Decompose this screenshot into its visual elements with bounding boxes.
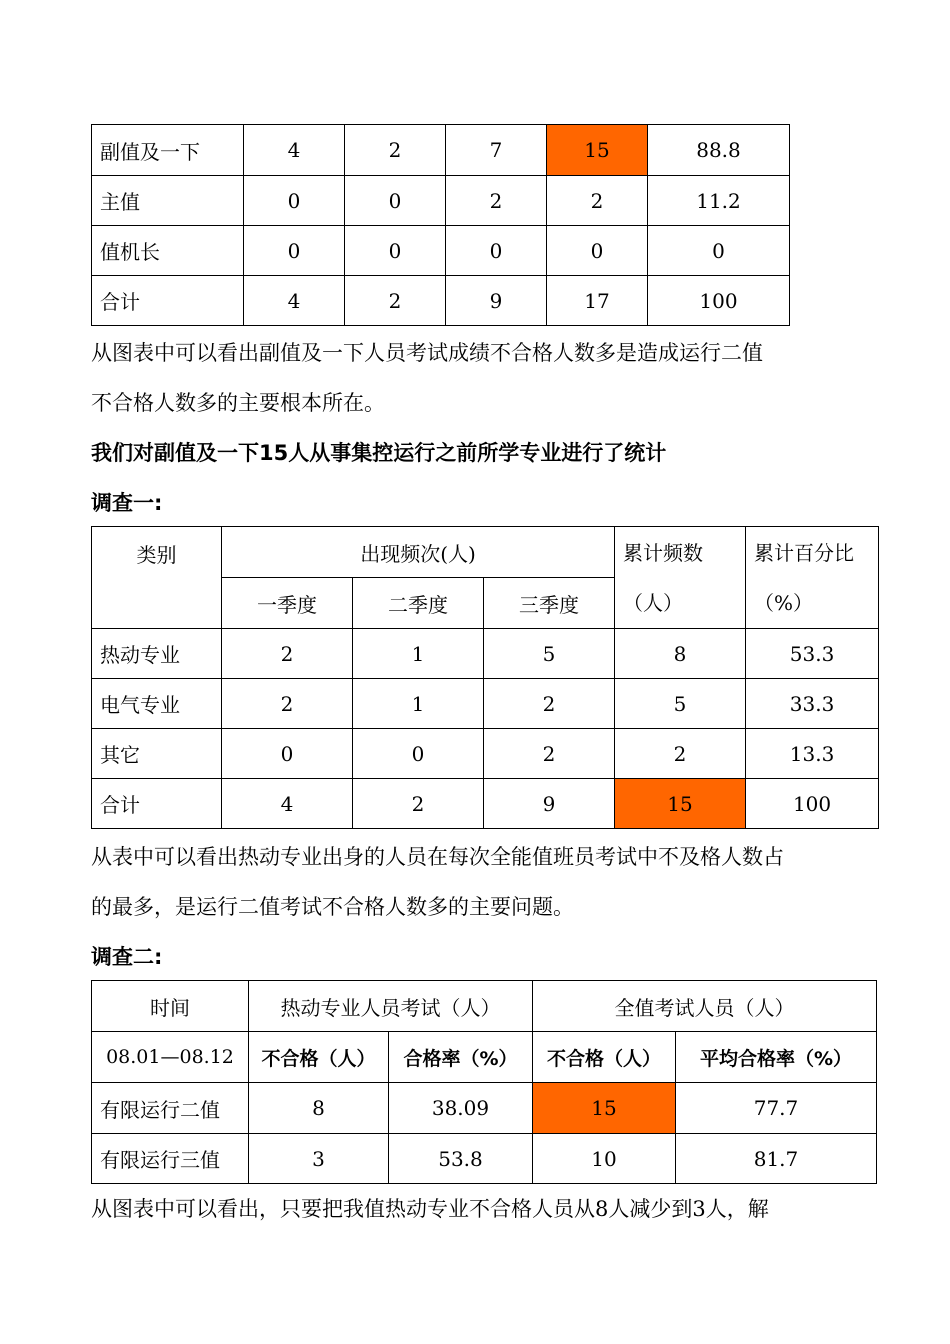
header-fail-count: 不合格（人）: [249, 1032, 389, 1083]
cell: 2: [484, 729, 615, 779]
cell: 0: [547, 226, 648, 276]
table-by-shift: [91, 980, 877, 1184]
header-cumulative-count: [615, 527, 746, 629]
table-row: [92, 276, 790, 326]
table-row: [92, 779, 879, 829]
cell: 1: [353, 629, 484, 679]
table-row: [92, 679, 879, 729]
header-cumulative-percent: [746, 527, 879, 629]
header-category: 类别: [92, 527, 222, 629]
cell: 0: [353, 729, 484, 779]
cell: 38.09: [389, 1083, 533, 1134]
cell: 33.3: [746, 679, 879, 729]
table-row: [92, 729, 879, 779]
cell: 0: [345, 176, 446, 226]
cell: 2: [615, 729, 746, 779]
cell: 2: [222, 679, 353, 729]
header-q3: 三季度: [484, 578, 615, 629]
survey-two-title: 调查二:: [91, 945, 163, 969]
header-q1: 一季度: [222, 578, 353, 629]
header-all-exam: 全值考试人员（人）: [533, 981, 877, 1032]
header-period: 08.01—08.12: [92, 1032, 249, 1083]
cell-major: 电气专业: [92, 679, 222, 729]
cell-shift: 有限运行三值: [92, 1134, 249, 1184]
cell: 81.7: [676, 1134, 877, 1184]
cell: 7: [446, 125, 547, 176]
cell: 2: [345, 276, 446, 326]
header-text: （人）: [623, 590, 684, 615]
cell: 100: [746, 779, 879, 829]
table-row: [92, 226, 790, 276]
cell-major: 热动专业: [92, 629, 222, 679]
table-by-rank: [91, 124, 790, 326]
paragraph-line: 从图表中可以看出副值及一下人员考试成绩不合格人数多是造成运行二值: [91, 341, 763, 365]
header-text: 累计百分比: [754, 540, 855, 565]
highlighted-cell: 15: [547, 125, 648, 176]
cell: 53.3: [746, 629, 879, 679]
header-text: （%）: [754, 590, 814, 615]
paragraph-line: 的最多，是运行二值考试不合格人数多的主要问题。: [91, 895, 574, 919]
cell: 2: [547, 176, 648, 226]
cell-rank: 值机长: [92, 226, 244, 276]
cell: 0: [446, 226, 547, 276]
table-header-row: [92, 527, 879, 578]
cell: 8: [615, 629, 746, 679]
table-by-major: [91, 526, 879, 829]
cell-rank: 主值: [92, 176, 244, 226]
header-q2: 二季度: [353, 578, 484, 629]
cell: 4: [244, 276, 345, 326]
paragraph-line: 从图表中可以看出，只要把我值热动专业不合格人员从8人减少到3人，解: [91, 1197, 769, 1221]
highlighted-cell: 15: [533, 1083, 676, 1134]
header-fail-count-all: 不合格（人）: [533, 1032, 676, 1083]
table-row: [92, 1083, 877, 1134]
highlighted-cell: 15: [615, 779, 746, 829]
header-frequency: 出现频次(人): [222, 527, 615, 578]
cell: 4: [244, 125, 345, 176]
cell: 0: [244, 176, 345, 226]
cell: 2: [446, 176, 547, 226]
cell: 2: [484, 679, 615, 729]
cell: 0: [345, 226, 446, 276]
cell: 0: [222, 729, 353, 779]
cell: 0: [648, 226, 790, 276]
cell-major: 合计: [92, 779, 222, 829]
cell: 1: [353, 679, 484, 729]
header-average-pass-rate: 平均合格率（%）: [676, 1032, 877, 1083]
cell: 0: [244, 226, 345, 276]
cell: 9: [446, 276, 547, 326]
table-row: [92, 629, 879, 679]
table-row: [92, 125, 790, 176]
cell: 8: [249, 1083, 389, 1134]
table-row: [92, 1134, 877, 1184]
table-header-row: [92, 1032, 877, 1083]
cell: 11.2: [648, 176, 790, 226]
cell: 77.7: [676, 1083, 877, 1134]
cell: 53.8: [389, 1134, 533, 1184]
paragraph-line: 从表中可以看出热动专业出身的人员在每次全能值班员考试中不及格人数占: [91, 845, 784, 869]
cell: 4: [222, 779, 353, 829]
header-thermal-exam: 热动专业人员考试（人）: [249, 981, 533, 1032]
cell: 2: [345, 125, 446, 176]
cell-shift: 有限运行二值: [92, 1083, 249, 1134]
section-heading: 我们对副值及一下15人从事集控运行之前所学专业进行了统计: [91, 441, 667, 465]
cell: 100: [648, 276, 790, 326]
cell-major: 其它: [92, 729, 222, 779]
cell: 88.8: [648, 125, 790, 176]
header-text: 累计频数: [623, 540, 704, 565]
survey-one-title: 调查一:: [91, 491, 163, 515]
cell: 17: [547, 276, 648, 326]
cell: 2: [222, 629, 353, 679]
header-pass-rate: 合格率（%）: [389, 1032, 533, 1083]
cell: 13.3: [746, 729, 879, 779]
cell: 3: [249, 1134, 389, 1184]
cell: 5: [484, 629, 615, 679]
cell: 10: [533, 1134, 676, 1184]
cell: 5: [615, 679, 746, 729]
header-time: 时间: [92, 981, 249, 1032]
paragraph-line: 不合格人数多的主要根本所在。: [91, 391, 385, 415]
cell-rank: 副值及一下: [92, 125, 244, 176]
table-header-row: [92, 981, 877, 1032]
cell: 9: [484, 779, 615, 829]
cell-rank: 合计: [92, 276, 244, 326]
table-row: [92, 176, 790, 226]
cell: 2: [353, 779, 484, 829]
